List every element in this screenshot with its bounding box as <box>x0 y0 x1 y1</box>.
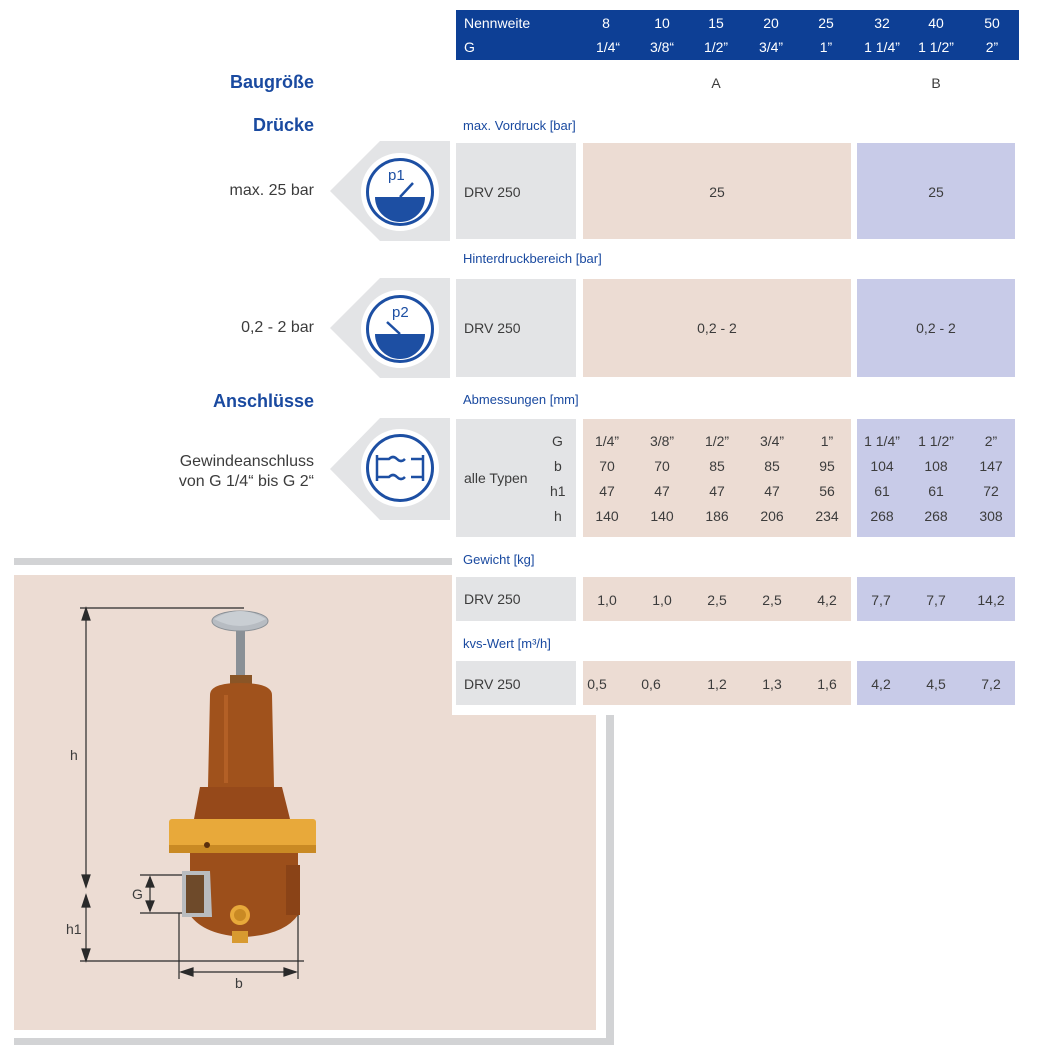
header-size: 50 <box>984 15 1000 31</box>
dim-value: 85 <box>764 458 780 474</box>
dim-value: 3/4” <box>759 433 785 449</box>
inlet-pressure-side-text: max. 25 bar <box>229 182 314 199</box>
group-b-cell <box>857 279 1015 377</box>
header-thread: 1” <box>819 39 833 55</box>
dim-value: 61 <box>874 483 890 499</box>
group-a-cell <box>583 143 851 239</box>
dim-value: 47 <box>764 483 780 499</box>
header-thread: 1 1/4” <box>864 39 900 55</box>
header-size: 20 <box>763 15 779 31</box>
dim-key: h <box>554 508 562 524</box>
dim-label-h: h <box>70 747 78 763</box>
dim-key: h1 <box>550 483 566 499</box>
dim-value: 2” <box>984 433 998 449</box>
weight-value: 1,0 <box>652 592 672 608</box>
header-bar <box>456 10 1019 60</box>
kvs-value: 0,5 <box>587 676 607 692</box>
weight-value: 2,5 <box>762 592 782 608</box>
header-size: 8 <box>602 15 610 31</box>
dim-label-h1: h1 <box>66 921 82 937</box>
group-a-label: A <box>711 75 721 91</box>
kvs-value: 4,5 <box>926 676 946 692</box>
label-max-vordruck: max. Vordruck [bar] <box>463 118 576 133</box>
dim-value: 1 1/2” <box>918 433 954 449</box>
type-cell <box>456 143 576 239</box>
dim-value: 108 <box>924 458 948 474</box>
weight-value: 4,2 <box>817 592 837 608</box>
dim-value: 1” <box>820 433 834 449</box>
weight-value: 7,7 <box>926 592 946 608</box>
p1-icon-label: p1 <box>388 167 405 184</box>
type-label: DRV 250 <box>464 591 521 607</box>
header-size: 25 <box>818 15 834 31</box>
dim-value: 1/4” <box>594 433 620 449</box>
dim-value: 3/8” <box>649 433 675 449</box>
valve-dimension-drawing <box>14 575 596 1030</box>
header-thread: 2” <box>985 39 999 55</box>
dim-label-b: b <box>235 975 243 991</box>
header-thread: 1/2” <box>703 39 729 55</box>
label-hinterdruckbereich: Hinterdruckbereich [bar] <box>463 251 602 266</box>
dim-value: 61 <box>928 483 944 499</box>
type-label: DRV 250 <box>464 320 521 336</box>
dim-value: 104 <box>870 458 894 474</box>
header-thread: 1 1/2” <box>918 39 954 55</box>
header-size: 15 <box>708 15 724 31</box>
group-a-cell <box>583 279 851 377</box>
kvs-value: 7,2 <box>981 676 1001 692</box>
connection-side-text-1: Gewindeanschluss <box>179 453 314 470</box>
dim-value: 234 <box>815 508 839 524</box>
header-size: 32 <box>874 15 890 31</box>
kvs-value: 0,6 <box>641 676 661 692</box>
type-label: alle Typen <box>464 470 528 486</box>
divider-line <box>606 715 614 1045</box>
group-b-cell <box>857 143 1015 239</box>
label-abmessungen: Abmessungen [mm] <box>463 392 579 407</box>
header-size: 40 <box>928 15 944 31</box>
dim-value: 268 <box>870 508 894 524</box>
kvs-value: 4,2 <box>871 676 891 692</box>
dim-value: 47 <box>599 483 615 499</box>
divider-line <box>14 558 452 565</box>
header-thread: 3/8“ <box>649 39 675 55</box>
weight-value: 14,2 <box>977 592 1005 608</box>
inlet-a-value: 25 <box>709 184 725 200</box>
header-size: 10 <box>654 15 670 31</box>
dim-value: 47 <box>709 483 725 499</box>
header-label-g: G <box>464 39 475 55</box>
group-b-label: B <box>931 75 941 91</box>
outlet-b-value: 0,2 - 2 <box>916 320 956 336</box>
dim-value: 1/2” <box>704 433 730 449</box>
dim-value: 95 <box>819 458 835 474</box>
dim-value: 268 <box>924 508 948 524</box>
type-label: DRV 250 <box>464 184 521 200</box>
dim-value: 70 <box>654 458 670 474</box>
type-cell <box>456 419 576 537</box>
dim-value: 72 <box>983 483 999 499</box>
weight-value: 1,0 <box>597 592 617 608</box>
dim-value: 140 <box>595 508 619 524</box>
p1-gauge-icon <box>358 150 442 234</box>
dim-value: 1 1/4” <box>864 433 900 449</box>
thread-connection-icon <box>358 426 442 510</box>
header-thread: 3/4” <box>758 39 784 55</box>
dim-value: 70 <box>599 458 615 474</box>
weight-value: 7,7 <box>871 592 891 608</box>
dim-value: 56 <box>819 483 835 499</box>
dim-value: 308 <box>979 508 1003 524</box>
type-label: DRV 250 <box>464 676 521 692</box>
type-cell <box>456 279 576 377</box>
header-thread: 1/4“ <box>595 39 621 55</box>
dim-value: 206 <box>760 508 784 524</box>
kvs-value: 1,2 <box>707 676 727 692</box>
outlet-a-value: 0,2 - 2 <box>697 320 737 336</box>
p2-icon-label: p2 <box>392 304 409 321</box>
dim-label-g: G <box>132 886 143 902</box>
dim-key: G <box>552 433 563 449</box>
kvs-value: 1,6 <box>817 676 837 692</box>
outlet-pressure-side-text: 0,2 - 2 bar <box>241 319 314 336</box>
dim-value: 85 <box>709 458 725 474</box>
label-kvs-wert: kvs-Wert [m³/h] <box>463 636 551 651</box>
header-label-nennweite: Nennweite <box>464 15 531 31</box>
dim-value: 47 <box>654 483 670 499</box>
section-title-anschluesse: Anschlüsse <box>212 391 314 411</box>
dim-key: b <box>554 458 562 474</box>
dim-value: 147 <box>979 458 1003 474</box>
section-title-baugroesse: Baugröße <box>229 72 314 92</box>
label-gewicht: Gewicht [kg] <box>463 552 535 567</box>
divider-line <box>14 1038 614 1045</box>
p2-gauge-icon <box>358 287 442 371</box>
connection-side-text-2: von G 1/4“ bis G 2“ <box>178 473 314 490</box>
weight-value: 2,5 <box>707 592 727 608</box>
dim-value: 186 <box>705 508 729 524</box>
dim-value: 140 <box>650 508 674 524</box>
inlet-b-value: 25 <box>928 184 944 200</box>
section-title-druecke: Drücke <box>252 115 314 135</box>
kvs-value: 1,3 <box>762 676 782 692</box>
